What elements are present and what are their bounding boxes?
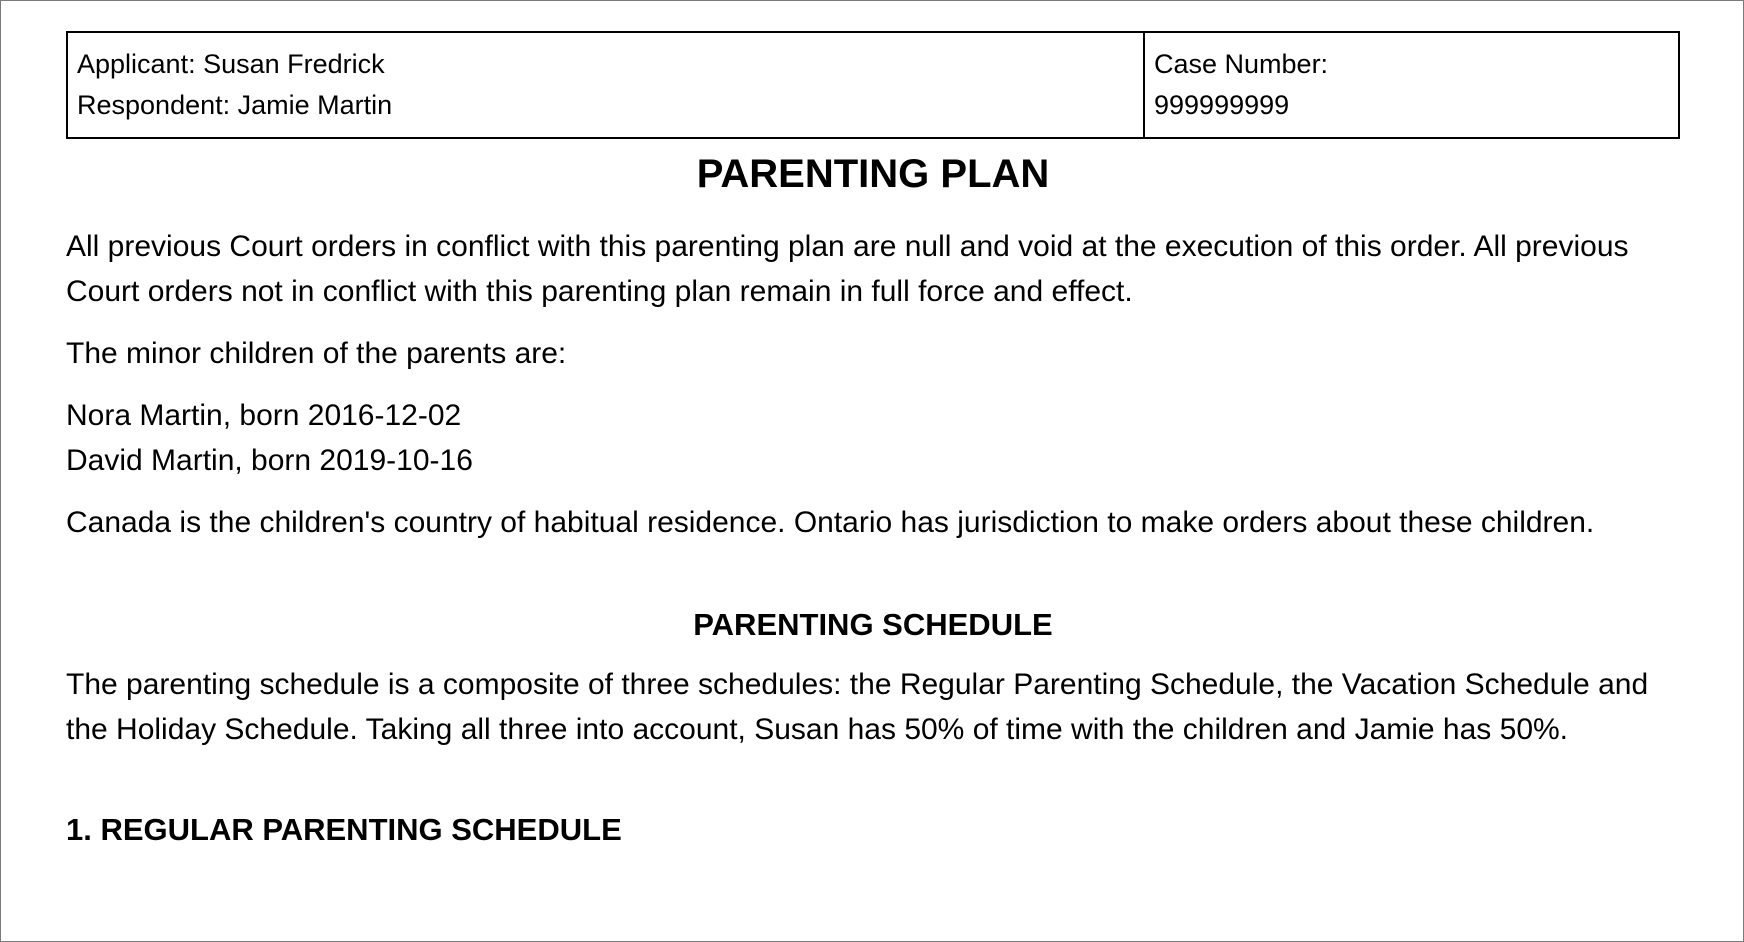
respondent-line: Respondent: Jamie Martin bbox=[77, 90, 393, 120]
residence-paragraph: Canada is the children's country of habitual residence. Ontario has jurisdiction to make orders about these children. bbox=[66, 506, 1595, 539]
applicant-line: Applicant: Susan Fredrick bbox=[77, 49, 385, 79]
parenting-schedule-heading: PARENTING SCHEDULE bbox=[693, 607, 1053, 642]
case-number-label: Case Number: bbox=[1154, 49, 1329, 79]
child-entry: David Martin, born 2019-10-16 bbox=[66, 444, 473, 477]
document-title: PARENTING PLAN bbox=[696, 152, 1050, 196]
case-number-value: 999999999 bbox=[1154, 90, 1290, 120]
schedule-paragraph: The parenting schedule is a composite of three schedules: the Regular Parenting Schedule, the Vacation Schedule and the Holiday Schedule. Taking all three into account, Susan has 50% of time with the children and Jamie has 50%. bbox=[66, 668, 1649, 746]
case-number-cell bbox=[1144, 32, 1679, 138]
document-body bbox=[66, 31, 1680, 850]
regular-schedule-heading: 1. REGULAR PARENTING SCHEDULE bbox=[66, 812, 622, 847]
case-header-table bbox=[66, 31, 1680, 139]
intro-paragraph: All previous Court orders in conflict with this parenting plan are null and void at the execution of this order. All previous Court orders not in conflict with this parenting plan remain in full force and effect. bbox=[66, 230, 1629, 308]
children-intro: The minor children of the parents are: bbox=[66, 337, 567, 370]
child-entry: Nora Martin, born 2016-12-02 bbox=[66, 399, 462, 432]
parties-cell bbox=[67, 32, 1144, 138]
children-list bbox=[66, 393, 1680, 483]
